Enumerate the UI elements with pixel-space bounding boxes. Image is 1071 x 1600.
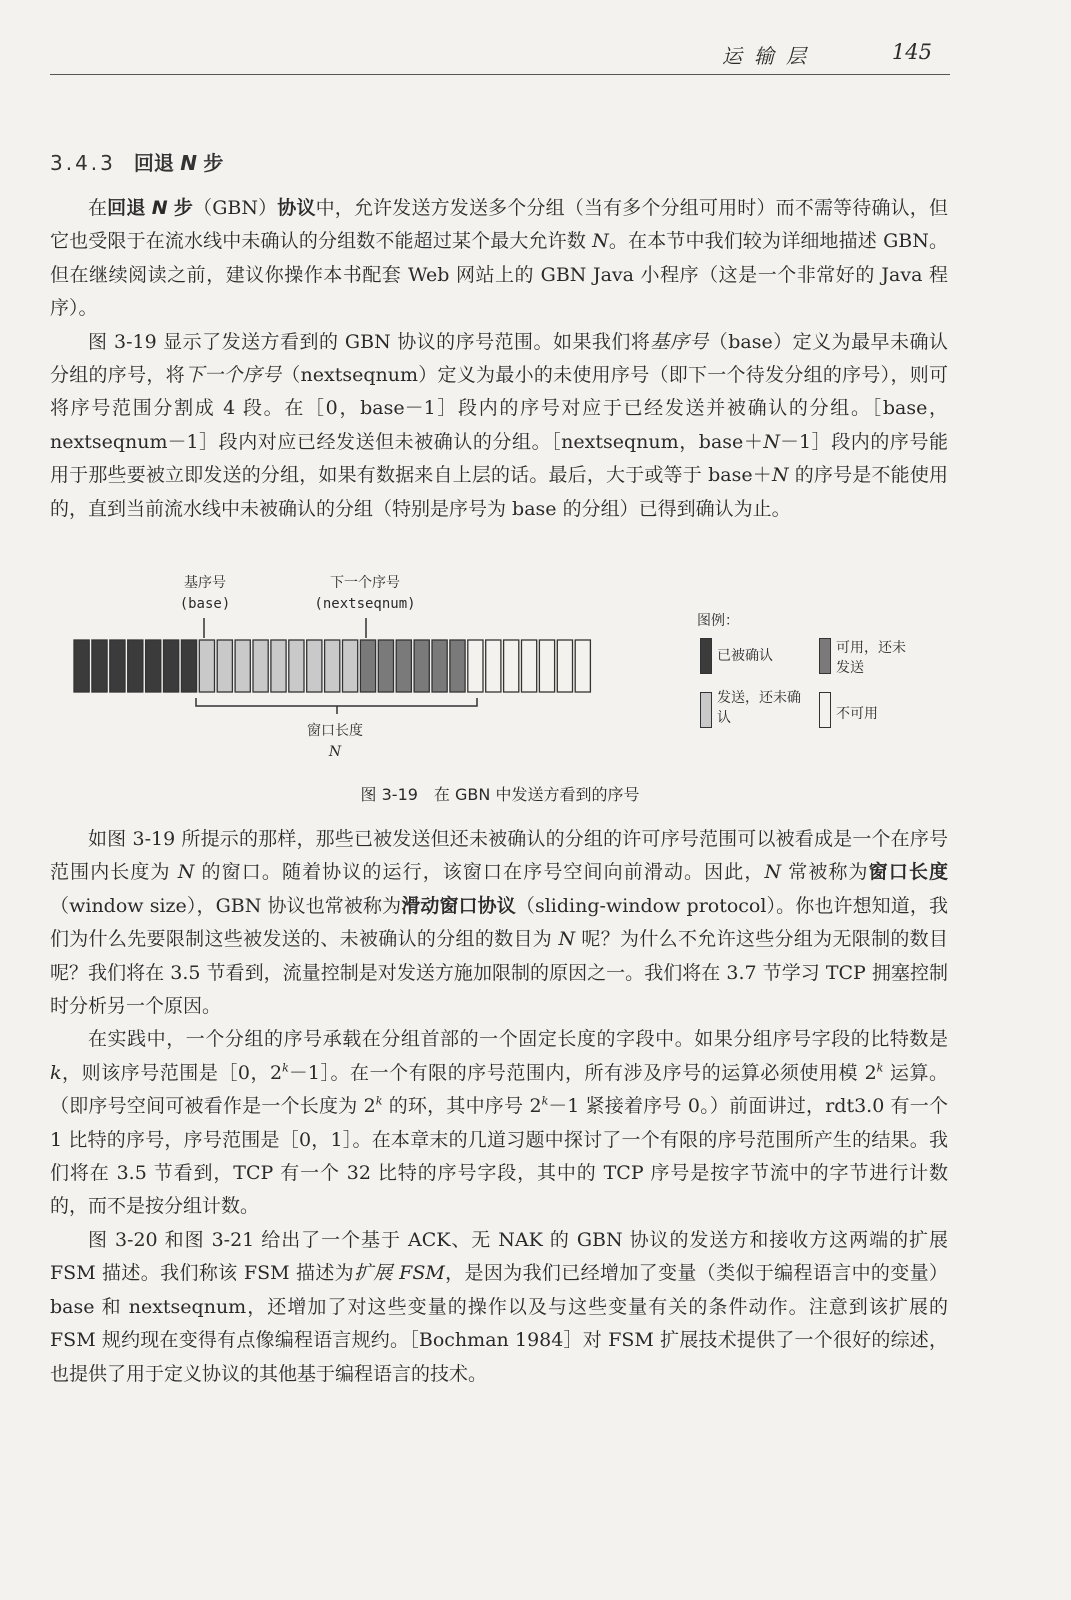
section-title-a: 回退 [133, 151, 174, 175]
text: －1 紧接着序号 0。）前面讲过，rdt3.0 有一个 1 比特的序号，序号范围是［0，1］。在本章末的几道习题中探讨了一个有限的序号范围所产生的结果。我们将在 3.5 节看到，TCP 有一个 32 比特的序号字段，其中的 TCP 序号是按字节流中的字节进行计数的，而不是按分组计数。 [50, 1095, 948, 1218]
window-n: N [328, 744, 342, 760]
legend-title: 图例： [697, 613, 739, 629]
text: －1］段内的序号能用于那些要被立即发送的分组，如果有数据来自上层的话。最后，大于或等于 base＋ [50, 430, 948, 487]
math-n: N [764, 861, 782, 884]
seq-box-sent [325, 640, 340, 692]
term: 基序号 [650, 330, 709, 353]
seq-box-acked [110, 640, 125, 692]
running-header [50, 38, 950, 75]
section-heading [50, 147, 223, 176]
legend-swatch-unusable [819, 692, 831, 728]
seq-box-usable [396, 640, 411, 692]
text: 常被称为 [781, 861, 869, 884]
next-label-en: (nextseqnum) [314, 596, 416, 612]
seq-box-unusable [575, 640, 590, 692]
text-block-upper [50, 192, 948, 526]
text: 在 [88, 197, 108, 219]
legend-swatch-usable [819, 638, 831, 674]
text: （window size），GBN 协议也常被称为 [50, 894, 402, 917]
term: 扩展 FSM [354, 1262, 445, 1285]
window-label: 窗口长度 [307, 723, 363, 739]
text: （sliding-window protocol）。你也许想知道，我们为什么先要限制这些被发送的、未被确认的分组的数目为 [50, 894, 948, 951]
seq-box-unusable [486, 640, 501, 692]
seq-box-unusable [539, 640, 554, 692]
math-n: N [592, 230, 609, 253]
seq-box-sent [307, 640, 322, 692]
seq-box-usable [414, 640, 429, 692]
math-n: N [558, 928, 576, 951]
seq-box-unusable [504, 640, 519, 692]
text: 的环，其中序号 2 [382, 1095, 542, 1118]
seq-box-sent [253, 640, 268, 692]
text-block-lower [50, 823, 948, 1391]
paragraph-2 [50, 326, 948, 526]
text: －1］。在一个有限的序号范围内，所有涉及序号的运算必须使用模 2 [288, 1061, 877, 1084]
text: 的序号是不能使用的，直到当前流水线中未被确认的分组（特别是序号为 base 的分组）已得到确认为止。 [50, 464, 948, 520]
term: 下一个序号 [184, 364, 282, 387]
keyword: 协议 [277, 197, 316, 219]
window-bracket [196, 698, 477, 706]
seq-box-usable [432, 640, 447, 692]
math-k: k [541, 1094, 549, 1108]
seq-box-sent [289, 640, 304, 692]
seq-box-acked [146, 640, 161, 692]
text: ，是因为我们已经增加了变量（类似于编程语言中的变量）base 和 nextseqnum，还增加了对这些变量的操作以及与这些变量有关的条件动作。注意到该扩展的 FSM 规约现在变得有点像编程语言规约。［Bochman 1984］对 FSM 扩展技术提供了一个很好的综述，也提供了用于定义协议的其他基于编程语言的技术。 [50, 1262, 948, 1385]
text: 。在本节中我们较为详细地描述 GBN。但在继续阅读之前，建议你操作本书配套 Web 网站上的 GBN Java 小程序（这是一个非常好的 Java 程序）。 [50, 230, 948, 320]
keyword: N [151, 197, 168, 219]
paragraph-1 [50, 192, 948, 326]
section-title-b: 步 [203, 151, 224, 175]
legend-usable: 可用，还未发送 [836, 640, 906, 676]
paragraph-4 [50, 1023, 948, 1223]
legend-sent: 发送，还未确认 [717, 690, 801, 726]
text: 图 3-20 和图 3-21 给出了一个基于 ACK、无 NAK 的 GBN 协议的发送方和接收方这两端的扩展 FSM 描述。我们称该 FSM 描述为 [50, 1228, 948, 1285]
paragraph-5 [50, 1224, 948, 1391]
section-title-n: N [180, 151, 197, 175]
seq-box-sent [343, 640, 358, 692]
math-n: N [771, 464, 789, 487]
seq-box-usable [360, 640, 375, 692]
seq-box-sent [271, 640, 286, 692]
math-k: k [282, 1061, 289, 1075]
text: （nextseqnum）定义为最小的未使用序号（即下一个待发分组的序号），则可将序号范围分割成 4 段。在［0，base－1］段内的序号对应于已经发送并被确认的分组。［base，nextseqnum－1］段内对应已经发送但未被确认的分组。［nextseqnum，base＋ [50, 364, 948, 453]
seq-box-unusable [522, 640, 537, 692]
text: 在实践中，一个分组的序号承载在分组首部的一个固定长度的字段中。如果分组序号字段的比特数是 [88, 1028, 948, 1051]
seq-box-usable [378, 640, 393, 692]
figure-caption: 图 3-19 在 GBN 中发送方看到的序号 [360, 785, 640, 804]
legend-swatch-sent [700, 692, 712, 728]
next-label: 下一个序号 [330, 575, 400, 591]
text: ，则该序号范围是［0，2 [61, 1061, 283, 1084]
text: 呢？为什么不允许这些分组为无限制的数目呢？我们将在 3.5 节看到，流量控制是对发送方施加限制的原因之一。我们将在 3.7 节学习 TCP 拥塞控制时分析另一个原因。 [50, 928, 948, 1018]
text: 如图 3-19 所提示的那样，那些已被发送但还未被确认的分组的许可序号范围可以被看成是一个在序号范围内长度为 [50, 828, 948, 884]
seq-box-unusable [468, 640, 483, 692]
chapter-title: 运输层 [722, 44, 818, 68]
page-number: 145 [891, 40, 932, 64]
seq-box-acked [181, 640, 196, 692]
section-number: 3.4.3 [50, 151, 116, 175]
legend-acked: 已被确认 [717, 648, 773, 664]
base-label: 基序号 [184, 575, 226, 591]
seq-box-acked [164, 640, 179, 692]
seq-box-usable [450, 640, 465, 692]
keyword: 回退 [107, 197, 146, 219]
figure-3-19 [0, 560, 1071, 810]
seq-box-unusable [557, 640, 572, 692]
seq-box-acked [92, 640, 107, 692]
legend-swatch-acked [700, 638, 712, 674]
legend-unusable: 不可用 [836, 706, 878, 722]
seq-box-acked [128, 640, 143, 692]
text: （base）定义为最早未确认分组的序号，将 [50, 330, 948, 387]
seq-box-sent [199, 640, 214, 692]
seq-box-sent [217, 640, 232, 692]
math-n: N [763, 430, 781, 453]
text: （GBN） [193, 197, 278, 219]
text: 运算。（即序号空间可被看作是一个长度为 2 [50, 1061, 948, 1118]
keyword: 步 [173, 197, 194, 219]
math-k: k [876, 1061, 884, 1075]
seq-box-sent [235, 640, 250, 692]
paragraph-3 [50, 823, 948, 1023]
keyword: 窗口长度 [868, 861, 948, 884]
math-n: N [177, 861, 195, 884]
seq-box-acked [74, 640, 89, 692]
keyword: 滑动窗口协议 [401, 894, 516, 917]
math-k: k [375, 1094, 383, 1108]
base-label-en: (base) [179, 596, 231, 612]
text: 的窗口。随着协议的运行，该窗口在序号空间向前滑动。因此， [194, 861, 765, 884]
text: 图 3-19 显示了发送方看到的 GBN 协议的序号范围。如果我们将 [88, 330, 651, 353]
text: 中，允许发送方发送多个分组（当有多个分组可用时）而不需等待确认，但它也受限于在流水线中未确认的分组数不能超过某个最大允许数 [50, 197, 948, 253]
math-k: k [50, 1061, 62, 1084]
